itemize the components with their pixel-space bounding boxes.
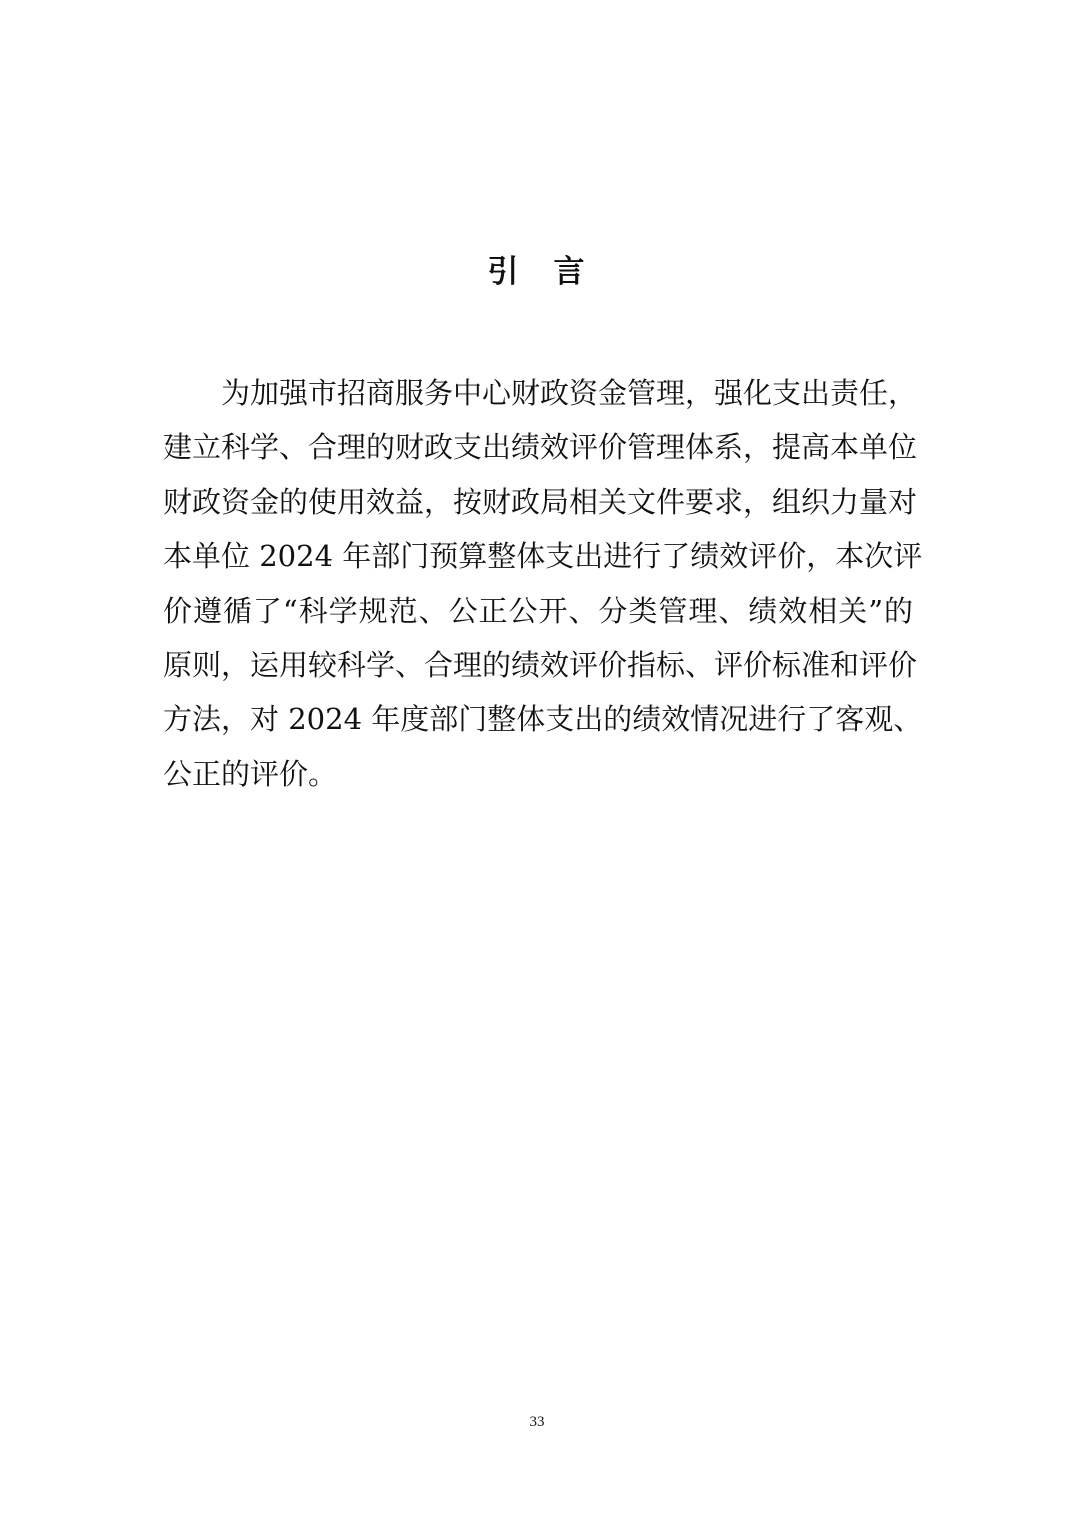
introduction-paragraph xyxy=(163,366,923,801)
paragraph-line: 建立科学、合理的财政支出绩效评价管理体系，提高本单位 xyxy=(163,430,918,465)
paragraph-line: 方法，对 2024 年度部门整体支出的绩效情况进行了客观、 xyxy=(163,702,923,737)
page-title: 引 言 xyxy=(487,254,587,290)
page-number: 33 xyxy=(529,1414,545,1430)
paragraph-line: 为加强市招商服务中心财政资金管理，强化支出责任， xyxy=(221,376,918,410)
paragraph-line: 本单位 2024 年部门预算整体支出进行了绩效评价，本次评 xyxy=(163,539,923,574)
paragraph-line: 公正的评价。 xyxy=(163,756,338,791)
paragraph-line: 价遵循了“科学规范、公正公开、分类管理、绩效相关”的 xyxy=(163,593,913,628)
paragraph-line: 原则，运用较科学、合理的绩效评价指标、评价标准和评价 xyxy=(163,648,918,683)
paragraph-line: 财政资金的使用效益，按财政局相关文件要求，组织力量对 xyxy=(163,484,918,519)
